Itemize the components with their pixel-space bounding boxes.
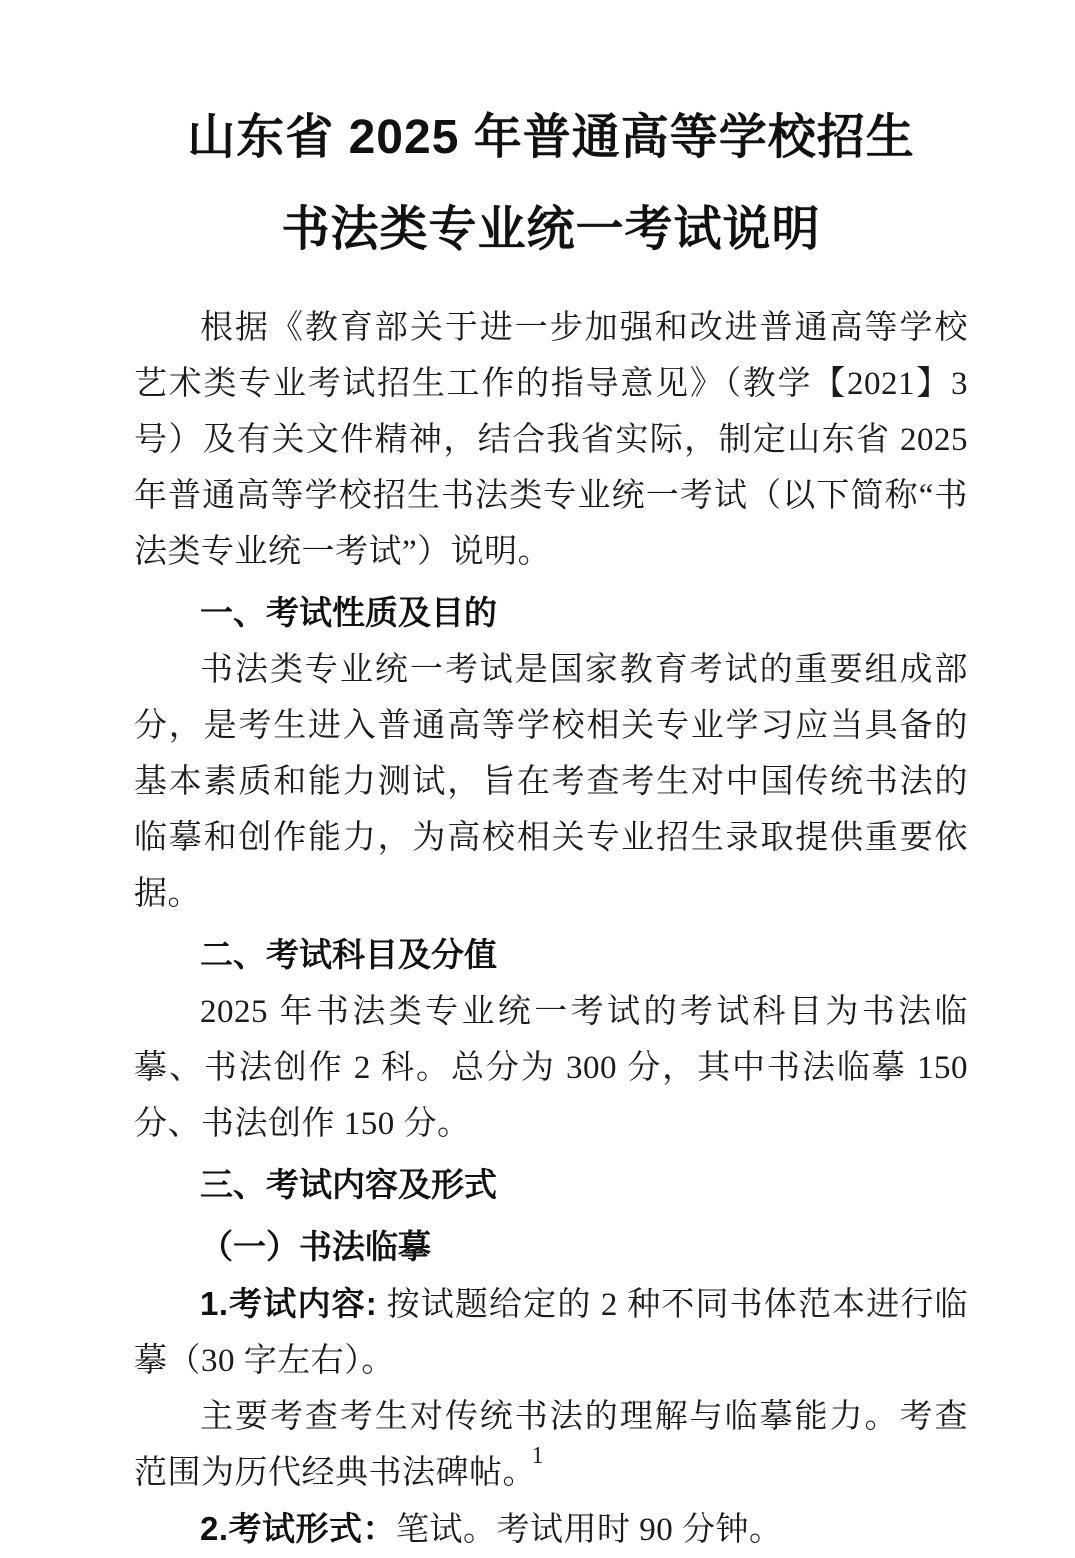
section3-item1-paragraph [134,1276,968,1389]
section3-heading: 三、考试内容及形式 [200,1166,497,1203]
section3-item2-label: 2.考试形式： [200,1510,397,1547]
section3-item2-paragraph [134,1501,968,1558]
page-number: 1 [531,1443,544,1469]
intro-paragraph: 根据《教育部关于进一步加强和改进普通高等学校艺术类专业考试招生工作的指导意见》（教学【2021】3 号）及有关文件精神，结合我省实际，制定山东省 2025 年普通高等学校招生书法类专业统一考试（以下简称“书法类专业统一考试”）说明。 [134,310,968,570]
section1-heading: 一、考试性质及目的 [200,594,497,631]
document-title-line1: 山东省 2025 年普通高等学校招生 [187,111,915,164]
section3-sub1-heading: （一）书法临摹 [200,1228,431,1265]
section2-heading: 二、考试科目及分值 [200,936,497,973]
document-content [134,92,968,1558]
section3-item1-paragraph2: 主要考查考生对传统书法的理解与临摹能力。考查范围为历代经典书法碑帖。 [134,1399,968,1491]
document-title [134,92,968,276]
section1-paragraph: 书法类专业统一考试是国家教育考试的重要组成部分，是考生进入普通高等学校相关专业学习应当具备的基本素质和能力测试，旨在考查考生对中国传统书法的临摹和创作能力，为高校相关专业招生录取提供重要依据。 [134,652,968,912]
section2-paragraph: 2025 年书法类专业统一考试的考试科目为书法临摹、书法创作 2 科。总分为 300 分，其中书法临摹 150 分、书法创作 150 分。 [134,994,968,1142]
document-title-line2: 书法类专业统一考试说明 [281,203,821,256]
section3-item2-text: 笔试。考试用时 90 分钟。 [396,1512,783,1548]
section3-item1-label: 1.考试内容: [200,1285,378,1322]
section3-item1-text: 按试题给定的 2 种不同书体范本进行临摹（30 字左右）。 [134,1287,968,1379]
